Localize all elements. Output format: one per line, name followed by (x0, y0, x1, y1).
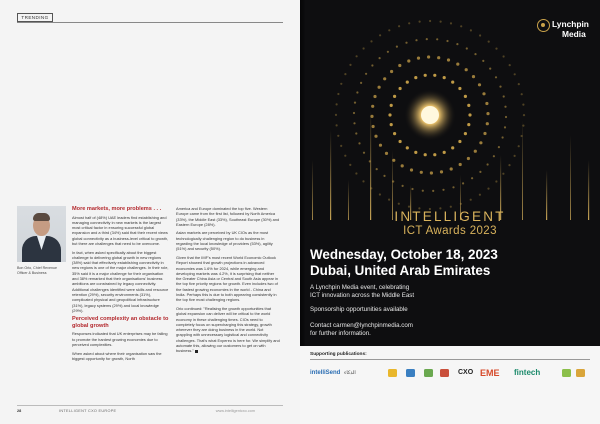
gold-dot (399, 87, 402, 90)
gold-dot (363, 47, 365, 49)
gold-dot (503, 95, 505, 97)
paragraph: Responses indicated that UK enterprises may be failing to promote the hardest growing economies due to perceived complexities. (72, 331, 168, 348)
paragraph: Orio continued: "Realising the growth opportunities that global expansion can deliver will be critical to the world economy in these challenging times. CIOs need to completely focus on supercharging this strategy, growth wherever they are doing business in the world. Not grappling with unnecessary logistical and connectivity challenges. That's what Expereo is here for. We simplify and automate this, allowing our customers to get on with business." (176, 305, 280, 354)
gold-dot (466, 47, 468, 49)
gold-dot (371, 105, 374, 108)
end-mark-icon (195, 350, 199, 354)
gold-dot (479, 34, 481, 36)
gold-dot (451, 81, 454, 84)
gold-dot (410, 168, 413, 171)
publication-name: INTELLIGENT CXO EUROPE (59, 409, 117, 413)
publication-logos (310, 367, 592, 381)
gold-dot (485, 102, 488, 105)
gold-dot (521, 93, 523, 95)
gold-dot (499, 86, 501, 88)
gold-dot (487, 163, 489, 165)
gold-dot (415, 39, 417, 41)
gold-dot (426, 38, 428, 40)
gold-dot (443, 151, 446, 154)
gold-dot (433, 153, 436, 156)
gold-dot (414, 151, 417, 154)
gold-dot (387, 51, 389, 53)
gold-dot (487, 188, 489, 190)
gold-dot (522, 104, 524, 106)
gold-dot (452, 186, 454, 188)
paragraph-with-end (176, 306, 280, 354)
gold-dot (474, 53, 476, 55)
page-footer (17, 405, 283, 414)
light-streak (522, 120, 523, 220)
gold-dot (523, 114, 525, 116)
section-tag: TRENDING (17, 13, 53, 22)
gold-dot (419, 21, 421, 23)
author-photo (17, 206, 66, 262)
gold-dot (498, 146, 500, 148)
gold-dot (430, 171, 433, 174)
gold-dot (356, 55, 358, 57)
publication-logo: الذكاء (344, 370, 356, 376)
gold-dot (417, 57, 420, 60)
gold-dot (376, 168, 378, 170)
gold-dot (470, 199, 472, 201)
gold-dot (451, 146, 454, 149)
logo-text-line1: Lynchpin (552, 19, 589, 29)
gold-dot (470, 29, 472, 31)
photo-caption: Bon Orio, Chief Revenue Officer & Business (17, 266, 57, 275)
gold-dot (393, 132, 396, 135)
gold-dot (440, 170, 443, 173)
publication-logo-icon (406, 369, 415, 377)
gold-dot (509, 64, 511, 66)
logo-text-line2: Media (562, 29, 586, 39)
gold-dot (388, 29, 390, 31)
gold-dot (462, 182, 464, 184)
publication-logo: EME (480, 368, 500, 378)
event-description-line2: ICT innovation across the Middle East (310, 292, 415, 299)
gold-dot (398, 64, 401, 67)
gold-dot (482, 92, 485, 95)
publication-logo-icon (576, 369, 585, 377)
gold-dot (349, 64, 351, 66)
gold-dot (495, 76, 497, 78)
page-number: 28 (17, 409, 22, 413)
gold-dot (495, 48, 497, 50)
gold-dot (340, 145, 342, 147)
publication-website: www.intelligentcxo.com (215, 409, 255, 413)
contact-line2: for further information. (310, 330, 371, 337)
gold-dot (450, 206, 452, 208)
gold-dot (460, 203, 462, 205)
article-column-2 (176, 206, 280, 357)
gold-dot (335, 114, 337, 116)
gold-dot (522, 125, 524, 127)
photo-hair (33, 213, 50, 221)
gold-dot (456, 63, 459, 66)
event-description (310, 284, 592, 300)
gold-dot (392, 180, 394, 182)
gold-dot (396, 46, 398, 48)
gold-dot (442, 189, 444, 191)
gold-dot (370, 40, 372, 42)
gold-dot (370, 187, 372, 189)
gold-dot (349, 164, 351, 166)
gold-dot (459, 163, 462, 166)
gold-dot (472, 75, 475, 78)
gold-dot (392, 159, 395, 162)
gold-dot (340, 83, 342, 85)
contact-block (310, 322, 592, 338)
gold-dot (406, 81, 409, 84)
gold-dot (408, 206, 410, 208)
gold-dot (363, 152, 365, 154)
publication-logo: intelliSend (310, 370, 341, 376)
light-streak (370, 110, 371, 220)
gold-dot (456, 43, 458, 45)
event-datetime (310, 247, 595, 278)
header-rule (17, 22, 283, 23)
event-date: Wednesday, October 18, 2023 (310, 247, 498, 262)
gold-dot (405, 42, 407, 44)
lynchpin-logo-icon (537, 19, 550, 32)
gold-dot (437, 56, 440, 59)
gold-dot (336, 103, 338, 105)
gold-dot (388, 199, 390, 201)
contact-email-link[interactable]: Contact carmen@lynchpinmedia.com (310, 322, 413, 329)
gold-dot (390, 70, 393, 73)
section-heading: More markets, more problems . . . (72, 206, 162, 212)
gold-dot (443, 76, 446, 79)
gold-dot (379, 144, 382, 147)
gold-dot (407, 59, 410, 62)
gold-dot (385, 152, 388, 155)
gold-dot (379, 193, 381, 195)
gold-dot (427, 55, 430, 58)
gold-dot (504, 106, 506, 108)
publication-logo-icon (388, 369, 397, 377)
gold-dot (370, 115, 373, 118)
gold-dot (401, 164, 404, 167)
gold-dot (420, 171, 423, 174)
supporting-divider (310, 359, 590, 360)
gold-dot (424, 74, 427, 77)
gold-dot (446, 40, 448, 42)
gold-dot (424, 153, 427, 156)
gold-dot (502, 173, 504, 175)
gold-dot (486, 122, 489, 125)
publication-logo: CXO (458, 369, 474, 376)
gold-dot (414, 76, 417, 79)
gold-dot (432, 190, 434, 192)
award-subtitle: ICT Awards 2023 (403, 225, 497, 237)
gold-dot (336, 124, 338, 126)
paragraph: Given that the IMF's most recent World Economic Outlook Report showed that growth projections in advanced economies was 1.6% for 2024, while emerging and developing markets was 4.2%, it is surprising that neither the Greater China Asia or Central and South Asia appear in the top five priority regions for growth. Even includes two of the fastest growing economies in the world - China and India. Perhaps this is due to both appearing consistently in the top five most challenging regions. (176, 254, 279, 303)
gold-dot (408, 22, 410, 24)
supporting-publications-band (300, 346, 600, 424)
orb-core (421, 106, 439, 124)
gold-dot (465, 68, 468, 71)
light-streak (330, 130, 331, 220)
gold-dot (390, 104, 393, 107)
gold-dot (356, 91, 358, 93)
gold-dot (372, 125, 375, 128)
gold-dot (467, 157, 470, 160)
publication-logo: fintech (514, 368, 541, 377)
event-location: Dubai, United Arab Emirates (310, 262, 491, 278)
gold-dot (390, 123, 393, 126)
gold-dot (518, 83, 520, 85)
paragraph: In fact, when asked specifically about the biggest challenge to delivering global growth in new regions (38%) said that effectively establishing connectivity in new regions is one of the major challenges. In their role, 35% said it is a major challenge for their organisation and 38% remarked that their organisations' business ambitions are constrained by legacy connectivity. Additional challenges identified were skills and resource retention (29%), security environments (31%), complicated physical and geopolitical infrastructure (31%), legacy systems (29%) and local knowledge (29%). (72, 249, 169, 313)
gold-dot (458, 140, 461, 143)
gold-dot (344, 155, 346, 157)
gold-dot (422, 190, 424, 192)
gold-dot (371, 64, 373, 66)
gold-dot (460, 25, 462, 27)
gold-dot (471, 177, 473, 179)
gold-dot (362, 180, 364, 182)
gold-dot (354, 102, 356, 104)
gold-dot (399, 140, 402, 143)
supporting-label: Supporting publications: (310, 352, 367, 357)
gold-dot (488, 41, 490, 43)
gold-dot (505, 116, 507, 118)
gold-dot (467, 104, 470, 107)
sponsorship-note: Sponsorship opportunities available (310, 306, 408, 313)
article-column-1 (72, 206, 170, 365)
gold-dot (474, 150, 477, 153)
awards-advertisement (300, 0, 600, 424)
gold-dot (467, 123, 470, 126)
gold-dot (355, 132, 357, 134)
gold-dot (344, 73, 346, 75)
gold-dot (353, 122, 355, 124)
light-streak (570, 135, 571, 220)
gold-dot (464, 132, 467, 135)
award-title: INTELLIGENT (394, 209, 506, 224)
gold-dot (503, 55, 505, 57)
gold-dot (379, 57, 381, 59)
gold-dot (479, 141, 482, 144)
gold-dot (378, 86, 381, 89)
gold-dot (450, 22, 452, 24)
gold-dot (373, 95, 376, 98)
gold-dot (464, 95, 467, 98)
gold-dot (468, 113, 471, 116)
gold-dot (504, 126, 506, 128)
gold-dot (365, 73, 367, 75)
gold-dot (514, 155, 516, 157)
gold-dot (379, 34, 381, 36)
paragraph: Almost half of (48%) UAE leaders find establishing and managing connectivity in new markets is the largest most critical factor in ensuring successful global expansion and a third (34%) said that their recent views global connectivity as a business-level critical to growth, but there are challenges that need to be overcome. (72, 214, 169, 246)
gold-dot (398, 25, 400, 27)
gold-dot (429, 20, 431, 22)
gold-dot (478, 83, 481, 86)
gold-dot (393, 95, 396, 98)
publication-logo-icon (440, 369, 449, 377)
gold-dot (447, 58, 450, 61)
gold-dot (502, 136, 504, 138)
gold-dot (489, 68, 491, 70)
gold-dot (358, 142, 360, 144)
gold-dot (337, 135, 339, 137)
lynchpin-media-logo (537, 16, 593, 48)
gold-dot (479, 194, 481, 196)
event-description-line1: A Lynchpin Media event, celebrating (310, 284, 410, 291)
publication-logo-icon (424, 369, 433, 377)
gold-dot (486, 112, 489, 115)
gold-dot (360, 82, 362, 84)
gold-dot (518, 145, 520, 147)
gold-dot (383, 77, 386, 80)
gold-dot (383, 175, 385, 177)
gold-dot (433, 74, 436, 77)
gold-dot (493, 155, 495, 157)
gold-dot (521, 135, 523, 137)
gold-dot (483, 132, 486, 135)
gold-dot (398, 203, 400, 205)
gold-dot (402, 185, 404, 187)
gold-dot (353, 112, 355, 114)
gold-dot (374, 135, 377, 138)
gold-dot (388, 113, 391, 116)
gold-dot (337, 93, 339, 95)
gold-dot (458, 87, 461, 90)
paragraph: America and Europe dominated the top five. Western Europe came from the first list, followed by North America (33%), the Middle East (33%), Southeast Europe (30%) and Eastern Europe (28%). (176, 206, 280, 227)
section-heading: Perceived complexity an obstacle to global growth (72, 316, 169, 329)
paragraph: When asked about where their organisation saw the biggest opportunity for growth, North (72, 350, 162, 361)
gold-dot (411, 188, 413, 190)
gold-dot (369, 160, 371, 162)
gold-dot (355, 172, 357, 174)
gold-dot (440, 21, 442, 23)
publication-logo-icon (562, 369, 571, 377)
gold-dot (406, 146, 409, 149)
gold-dot (514, 73, 516, 75)
gold-dot (436, 38, 438, 40)
gold-dot (495, 180, 497, 182)
paragraph: Asian markets are perceived by UK CIOs as the most technologically challenging region to do business in regarding the local knowledge of providers (53%), agility (51%) and security (50%). (176, 230, 273, 252)
gold-dot (508, 164, 510, 166)
gold-dot (450, 167, 453, 170)
gold-dot (479, 171, 481, 173)
gold-dot (482, 60, 484, 62)
